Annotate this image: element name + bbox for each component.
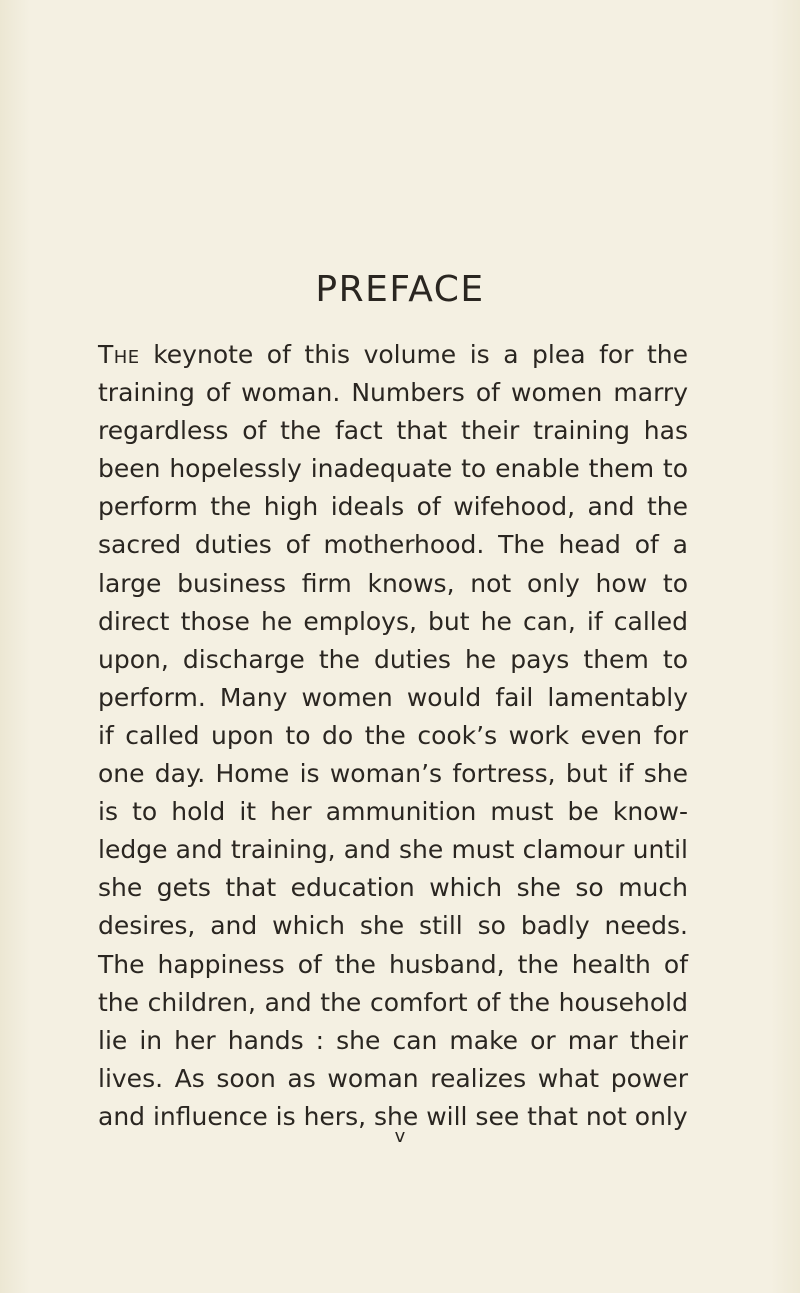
text-line-13: is to hold it her ammunition must be know- bbox=[98, 797, 688, 827]
text-line-15: she gets that education which she so much bbox=[98, 873, 688, 903]
text-line-12: one day. Home is woman’s fortress, but if she bbox=[98, 759, 688, 789]
text-line-6: sacred duties of motherhood. The head of a bbox=[98, 530, 688, 560]
text-line-18: the children, and the comfort of the household bbox=[98, 987, 688, 1017]
text-line-3: regardless of the fact that their training has bbox=[98, 416, 688, 446]
text-line-8: direct those he employs, but he can, if called bbox=[98, 606, 688, 636]
text-line-4: been hopelessly inadequate to enable them to bbox=[98, 454, 688, 484]
text-line-10: perform. Many women would fail lamentably bbox=[98, 682, 688, 712]
text-line-9: upon, discharge the duties he pays them to bbox=[98, 644, 688, 674]
text-line-2: training of woman. Numbers of women marry bbox=[98, 378, 688, 408]
text-line-20: lives. As soon as woman realizes what power bbox=[98, 1063, 688, 1093]
text-line-17: The happiness of the husband, the health of bbox=[98, 949, 688, 979]
page-number: v bbox=[394, 1126, 406, 1147]
preface-body bbox=[98, 336, 688, 1136]
text-line-11: if called upon to do the cook’s work even for bbox=[98, 720, 688, 750]
page-heading: PREFACE bbox=[315, 269, 485, 310]
text-line-14: ledge and training, and she must clamour until bbox=[98, 835, 688, 865]
lead-word: The bbox=[98, 340, 140, 369]
text-line-7: large business firm knows, not only how to bbox=[98, 568, 688, 598]
text-line-1: The keynote of this volume is a plea for the bbox=[98, 340, 688, 369]
text-line-19: lie in her hands : she can make or mar their bbox=[98, 1025, 688, 1055]
text-line-16: desires, and which she still so badly needs. bbox=[98, 911, 688, 941]
text-line-5: perform the high ideals of wifehood, and the bbox=[98, 492, 688, 522]
text-line-21: and influence is hers, she will see that not only bbox=[98, 1101, 688, 1131]
